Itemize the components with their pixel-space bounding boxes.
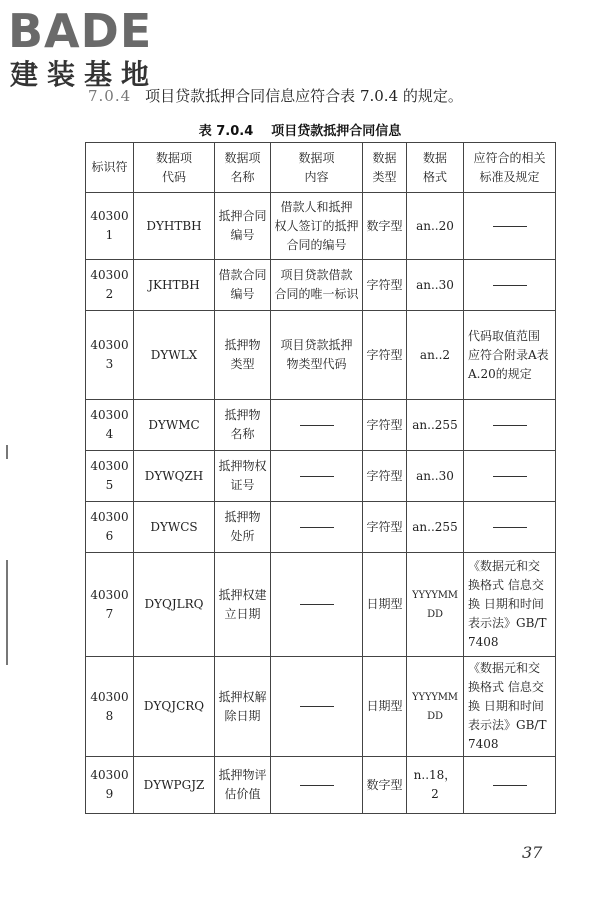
content-cell — [271, 757, 363, 814]
table-row — [86, 311, 556, 400]
id-cell: 403009 — [86, 757, 134, 814]
name-cell: 抵押物 处所 — [215, 502, 271, 553]
type-cell: 字符型 — [363, 260, 407, 311]
type-cell: 数字型 — [363, 193, 407, 260]
format-cell: an..30 — [407, 260, 464, 311]
std-cell: 代码取值范围应符合附录A表A.20的规定 — [464, 311, 556, 400]
header-cell: 标识符 — [86, 143, 134, 193]
type-cell: 字符型 — [363, 502, 407, 553]
header-cell: 数据项 代码 — [134, 143, 215, 193]
id-cell: 403003 — [86, 311, 134, 400]
content-cell: 项目贷款借款 合同的唯一标识 — [271, 260, 363, 311]
header-cell: 数据项 内容 — [271, 143, 363, 193]
content-cell: 项目贷款抵押 物类型代码 — [271, 311, 363, 400]
logo-sub-text: 建装基地 — [10, 58, 159, 91]
format-cell: an..255 — [407, 502, 464, 553]
name-cell: 抵押物 名称 — [215, 400, 271, 451]
id-cell: 403005 — [86, 451, 134, 502]
std-cell — [464, 757, 556, 814]
std-cell — [464, 193, 556, 260]
format-cell: YYYYMMDD — [407, 553, 464, 657]
code-cell: DYWQZH — [134, 451, 215, 502]
std-cell — [464, 260, 556, 311]
name-cell: 抵押合同 编号 — [215, 193, 271, 260]
header-cell: 数据 格式 — [407, 143, 464, 193]
table-row — [86, 757, 556, 814]
dash-mark — [300, 425, 334, 426]
table-caption — [0, 120, 600, 139]
code-cell: DYWCS — [134, 502, 215, 553]
clause-number: 7.0.4 — [88, 87, 132, 105]
std-cell: 《数据元和交换格式 信息交换 日期和时间表示法》GB/T 7408 — [464, 553, 556, 657]
table-row — [86, 260, 556, 311]
format-cell: n..18，2 — [407, 757, 464, 814]
content-cell — [271, 451, 363, 502]
header-cell: 数据 类型 — [363, 143, 407, 193]
header-cell: 应符合的相关 标准及规定 — [464, 143, 556, 193]
id-cell: 403008 — [86, 657, 134, 757]
dash-mark — [493, 285, 527, 286]
format-cell: an..255 — [407, 400, 464, 451]
dash-mark — [493, 476, 527, 477]
clause-paragraph — [88, 85, 463, 106]
name-cell: 抵押权解 除日期 — [215, 657, 271, 757]
table-row — [86, 502, 556, 553]
data-table — [85, 142, 556, 814]
dash-mark — [300, 527, 334, 528]
name-cell: 抵押物权 证号 — [215, 451, 271, 502]
dash-mark — [493, 527, 527, 528]
code-cell: DYHTBH — [134, 193, 215, 260]
name-cell: 抵押权建 立日期 — [215, 553, 271, 657]
table-number: 表 7.0.4 — [198, 124, 254, 139]
page-number: 37 — [522, 843, 543, 862]
std-cell — [464, 502, 556, 553]
code-cell: DYQJLRQ — [134, 553, 215, 657]
name-cell: 抵押物 类型 — [215, 311, 271, 400]
content-cell — [271, 553, 363, 657]
std-cell — [464, 400, 556, 451]
content-cell — [271, 657, 363, 757]
dash-mark — [300, 785, 334, 786]
id-cell: 403001 — [86, 193, 134, 260]
std-cell — [464, 451, 556, 502]
content-cell: 借款人和抵押 权人签订的抵押 合同的编号 — [271, 193, 363, 260]
table-title: 项目贷款抵押合同信息 — [271, 124, 402, 139]
content-cell — [271, 502, 363, 553]
format-cell: YYYYMMDD — [407, 657, 464, 757]
format-cell: an..30 — [407, 451, 464, 502]
id-cell: 403006 — [86, 502, 134, 553]
format-cell: an..2 — [407, 311, 464, 400]
table-header-row — [86, 143, 556, 193]
std-cell: 《数据元和交换格式 信息交换 日期和时间表示法》GB/T 7408 — [464, 657, 556, 757]
type-cell: 字符型 — [363, 400, 407, 451]
code-cell: DYWLX — [134, 311, 215, 400]
dash-mark — [300, 476, 334, 477]
content-cell — [271, 400, 363, 451]
code-cell: DYWMC — [134, 400, 215, 451]
bade-logo — [8, 6, 178, 90]
type-cell: 数字型 — [363, 757, 407, 814]
table-row — [86, 553, 556, 657]
dash-mark — [300, 706, 334, 707]
dash-mark — [493, 226, 527, 227]
table-row — [86, 193, 556, 260]
margin-mark — [6, 560, 8, 665]
margin-mark — [6, 445, 8, 459]
dash-mark — [300, 604, 334, 605]
clause-text: 项目贷款抵押合同信息应符合表 7.0.4 的规定。 — [145, 87, 463, 105]
code-cell: DYWPGJZ — [134, 757, 215, 814]
type-cell: 字符型 — [363, 451, 407, 502]
type-cell: 日期型 — [363, 657, 407, 757]
logo-brand-text: BADE — [8, 4, 153, 58]
dash-mark — [493, 425, 527, 426]
table-row — [86, 657, 556, 757]
id-cell: 403002 — [86, 260, 134, 311]
id-cell: 403004 — [86, 400, 134, 451]
id-cell: 403007 — [86, 553, 134, 657]
code-cell: DYQJCRQ — [134, 657, 215, 757]
table-row — [86, 400, 556, 451]
name-cell: 抵押物评 估价值 — [215, 757, 271, 814]
name-cell: 借款合同 编号 — [215, 260, 271, 311]
dash-mark — [493, 785, 527, 786]
header-cell: 数据项 名称 — [215, 143, 271, 193]
type-cell: 日期型 — [363, 553, 407, 657]
table-row — [86, 451, 556, 502]
code-cell: JKHTBH — [134, 260, 215, 311]
type-cell: 字符型 — [363, 311, 407, 400]
format-cell: an..20 — [407, 193, 464, 260]
